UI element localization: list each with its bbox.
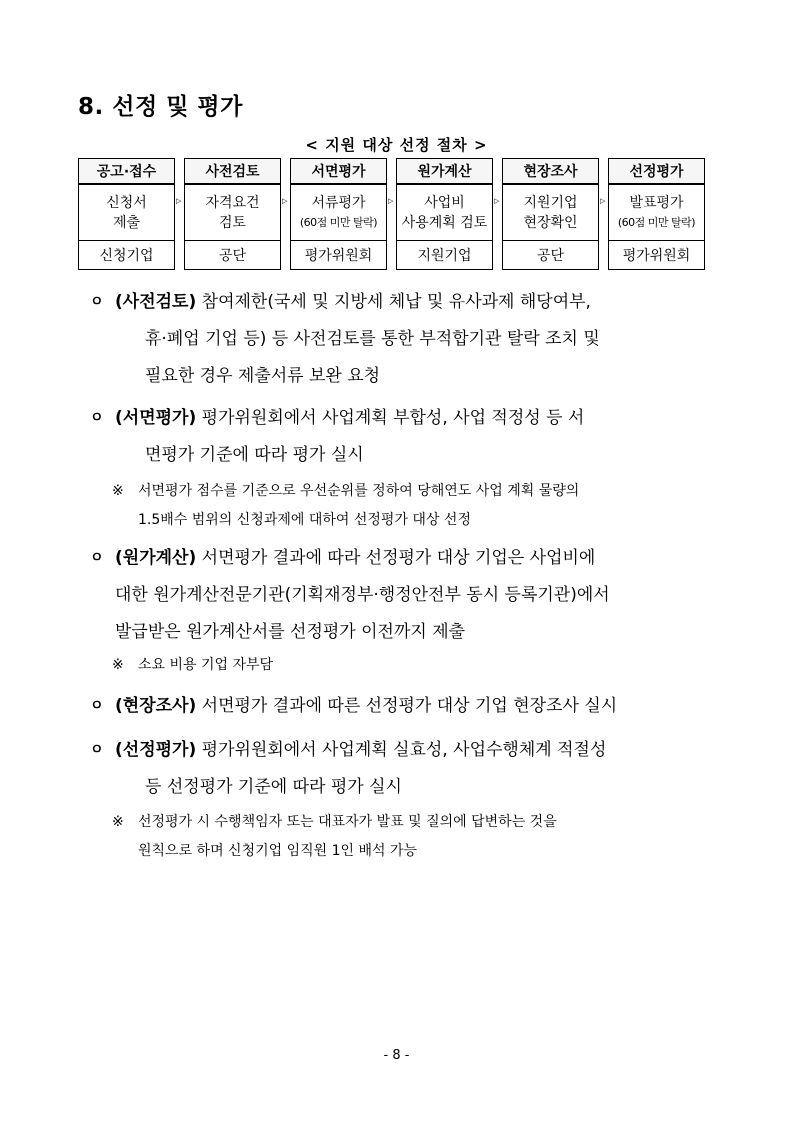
step-body-line: 서류평가	[311, 194, 366, 211]
section-keyword: (사전검토)	[115, 292, 197, 312]
section-text: 평가위원회에서 사업계획 부합성, 사업 적정성 등 서	[201, 408, 585, 428]
circle-bullet-icon: ㅇ	[90, 294, 104, 310]
circle-bullet-icon: ㅇ	[90, 742, 104, 758]
step-footer: 공단	[536, 248, 565, 264]
section-keyword: (원가계산)	[115, 548, 197, 568]
note-text: 서면평가 점수를 기준으로 우선순위를 정하여 당해연도 사업 계획 물량의	[138, 483, 580, 499]
section-text: 등 선정평가 기준에 따라 평가 실시	[145, 777, 402, 797]
process-step	[290, 158, 387, 270]
step-body-line: 사용계획 검토	[401, 214, 488, 231]
section-selection-evaluation	[90, 732, 720, 806]
step-header: 공고·접수	[79, 159, 174, 185]
step-body-line: 지원기업	[523, 194, 578, 211]
step-footer: 평가위원회	[622, 248, 691, 264]
arrow-right-icon: ▷	[388, 197, 394, 205]
step-header: 서면평가	[291, 159, 386, 185]
step-body-line: (60점 미만 탈락)	[617, 215, 696, 229]
step-footer: 공단	[218, 248, 247, 264]
step-header: 원가계산	[397, 159, 492, 185]
process-step	[396, 158, 493, 270]
note-text: 소요 비용 기업 자부담	[138, 657, 274, 673]
table-caption: < 지원 대상 선정 절차 >	[305, 136, 488, 154]
selection-process-flow	[78, 158, 706, 270]
circle-bullet-icon: ㅇ	[90, 698, 104, 714]
circle-bullet-icon: ㅇ	[90, 410, 104, 426]
section-keyword: (현장조사)	[115, 696, 197, 716]
section-pre-review	[90, 284, 720, 395]
note-cost-calculation	[112, 651, 722, 680]
section-keyword: (선정평가)	[115, 740, 197, 760]
reference-mark-icon: ※	[112, 483, 124, 499]
section-text: 발급받은 원가계산서를 선정평가 이전까지 제출	[115, 622, 466, 642]
reference-mark-icon: ※	[112, 657, 124, 673]
section-text: 대한 원가계산전문기관(기획재정부·행정안전부 동시 등록기관)에서	[115, 585, 610, 605]
process-step	[78, 158, 175, 270]
arrow-right-icon: ▷	[494, 197, 500, 205]
section-text: 휴·폐업 기업 등) 등 사전검토를 통한 부적합기관 탈락 조치 및	[145, 329, 600, 349]
step-body-line: 신청서	[106, 194, 147, 211]
step-body-line: 발표평가	[629, 194, 684, 211]
step-header: 사전검토	[185, 159, 280, 185]
process-step	[608, 158, 705, 270]
step-footer: 신청기업	[99, 248, 154, 264]
step-footer: 지원기업	[417, 248, 472, 264]
note-document-review	[112, 477, 722, 535]
step-body-line: 제출	[112, 214, 141, 231]
arrow-right-icon: ▷	[176, 197, 182, 205]
step-footer: 평가위원회	[304, 248, 373, 264]
page-number: - 8 -	[383, 1048, 410, 1063]
section-text: 참여제한(국세 및 지방세 체납 및 유사과제 해당여부,	[201, 292, 591, 312]
reference-mark-icon: ※	[112, 814, 124, 830]
section-text: 서면평가 결과에 따라 선정평가 대상 기업은 사업비에	[201, 548, 596, 568]
section-text: 면평가 기준에 따라 평가 실시	[145, 445, 364, 465]
step-body-line: (60점 미만 탈락)	[299, 215, 378, 229]
section-title: 8. 선정 및 평가	[78, 94, 243, 120]
step-body-line: 검토	[218, 214, 247, 231]
process-step	[184, 158, 281, 270]
step-body-line: 현장확인	[523, 214, 578, 231]
section-site-inspection	[90, 688, 720, 725]
step-body-line: 자격요건	[205, 194, 260, 211]
step-header: 선정평가	[609, 159, 704, 185]
section-cost-calculation	[90, 540, 720, 651]
section-keyword: (서면평가)	[115, 408, 197, 428]
section-text: 서면평가 결과에 따른 선정평가 대상 기업 현장조사 실시	[201, 696, 618, 716]
note-text: 원칙으로 하며 신청기업 임직원 1인 배석 가능	[138, 843, 418, 859]
step-header: 현장조사	[503, 159, 598, 185]
section-document-review	[90, 400, 720, 474]
note-text: 1.5배수 범위의 신청과제에 대하여 선정평가 대상 선정	[138, 512, 471, 528]
arrow-right-icon: ▷	[282, 197, 288, 205]
note-selection-evaluation	[112, 808, 722, 866]
circle-bullet-icon: ㅇ	[90, 550, 104, 566]
arrow-right-icon: ▷	[600, 197, 606, 205]
step-body-line: 사업비	[424, 194, 465, 211]
note-text: 선정평가 시 수행책임자 또는 대표자가 발표 및 질의에 답변하는 것을	[138, 814, 557, 830]
section-text: 평가위원회에서 사업계획 실효성, 사업수행체계 적절성	[201, 740, 607, 760]
section-text: 필요한 경우 제출서류 보완 요청	[145, 366, 381, 386]
process-step	[502, 158, 599, 270]
